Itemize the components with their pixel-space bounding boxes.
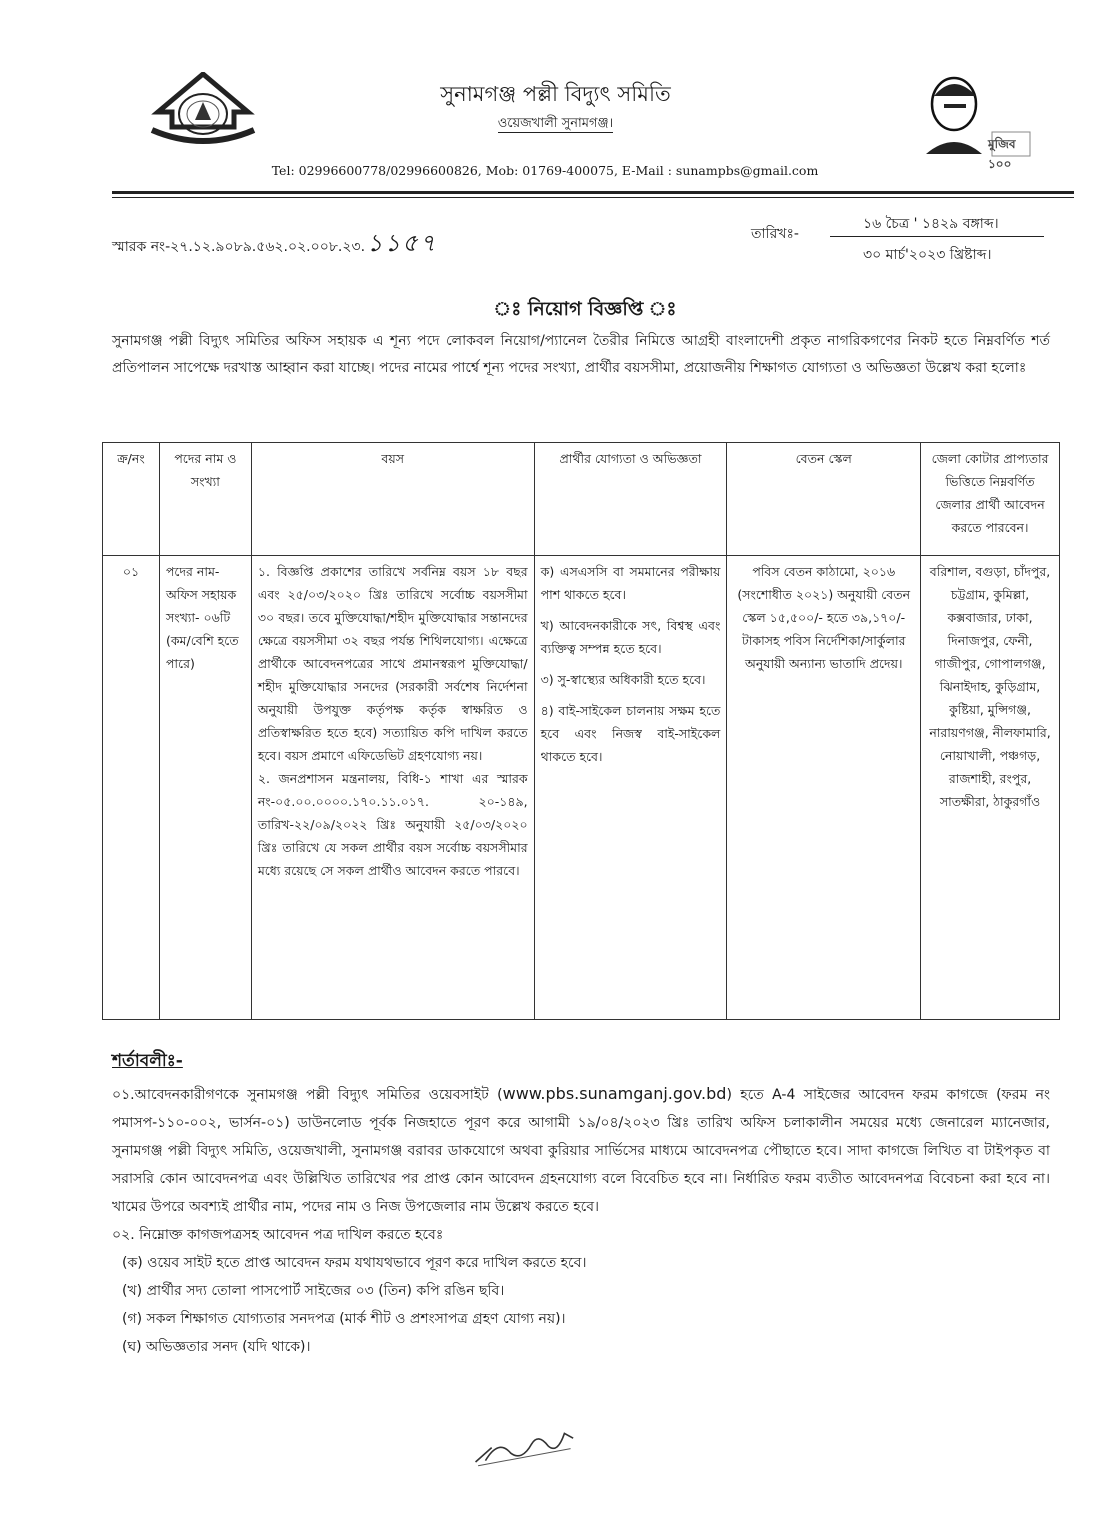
- terms-body: [112, 1080, 1050, 1361]
- org-name: সুনামগঞ্জ পল্লী বিদ্যুৎ সমিতি: [440, 82, 671, 106]
- qualification-2: খ) আবেদনকারীকে সৎ, বিশ্বস্থ এবং ব্যক্তিত্ব সম্পন্ন হতে হবে।: [540, 618, 721, 656]
- cell-qualification: [534, 556, 727, 1020]
- qualification-3: ৩) সু-স্বাস্থ্যের অধিকারী হতে হবে।: [540, 672, 706, 687]
- col-header-qualification: প্রার্থীর যোগ্যতা ও অভিজ্ঞতা: [534, 443, 727, 556]
- memo-line: [112, 225, 437, 265]
- memo-number: ১১৫৭: [367, 229, 438, 257]
- contact-info: Tel: 02996600778/02996600826, Mob: 01769-400075, E-Mail : sunampbs@gmail.com: [271, 163, 819, 178]
- vacancy-table: [102, 442, 1060, 1020]
- cell-age: [251, 556, 534, 1020]
- qualification-4: ৪) বাই-সাইকেল চালনায় সক্ষম হতে হবে এবং নিজস্ব বাই-সাইকেল থাকতে হবে।: [540, 703, 721, 764]
- qualification-1: ক) এসএসসি বা সমমানের পরীক্ষায় পাশ থাকতে হবে।: [540, 564, 721, 602]
- term-2-item-kh: (খ) প্রার্থীর সদ্য তোলা পাসপোর্ট সাইজের ০৩ (তিন) কপি রঙিন ছবি।: [122, 1283, 505, 1299]
- term-1: ০১.আবেদনকারীগণকে সুনামগঞ্জ পল্লী বিদ্যুৎ সমিতির ওয়েবসাইট (www.pbs.sunamganj.gov.bd) হতে A-4 সাইজের আবেদন ফরম কাগজে (ফরম নং পমাসপ-১১০-০০২, ভার্সন-০১) ডাউনলোড পূর্বক নিজহাতে পূরণ করে আগামী ১৯/০৪/২০২৩ খ্রিঃ তারিখ অফিস চলাকালীন সময়ের মধ্যে জেনারেল ম্যানেজার, সুনামগঞ্জ পল্লী বিদ্যুৎ সমিতি, ওয়েজখালী, সুনামগঞ্জ বরাবর ডাকযোগে অথবা কুরিয়ার সার্ভিসের মাধ্যমে আবেদনপত্র পৌছাতে হবে। সাদা কাগজে লিখিত বা টাইপকৃত বা সরাসরি কোন আবেদনপত্র এবং উল্লিখিত তারিখের পর প্রাপ্ত কোন আবেদন গ্রহনযোগ্য বলে বিবেচিত হবে না। নির্ধারিত ফরম ব্যতীত আবেদনপত্র বিবেচনা করা হবে না। খামের উপরে অবশ্যই প্রার্থীর নাম, পদের নাম ও নিজ উপজেলার নাম উল্লেখ করতে হবে।: [112, 1084, 1050, 1215]
- date-divider: [830, 236, 1044, 237]
- table-row: [103, 556, 1060, 1020]
- intro-paragraph: সুনামগঞ্জ পল্লী বিদ্যুৎ সমিতির অফিস সহায়ক এ শূন্য পদে লোকবল নিয়োগ/প্যানেল তৈরীর নিমিত্তে আগ্রহী বাংলাদেশী প্রকৃত নাগরিকগণের নিকট হতে নিম্নবর্ণিত শর্ত প্রতিপালন সাপেক্ষে দরখাস্ত আহ্বান করা যাচ্ছে। পদের নামের পার্শ্বে শূন্য পদের সংখ্যা, প্রার্থীর বয়সসীমা, প্রয়োজনীয় শিক্ষাগত যোগ্যতা ও অভিজ্ঞতা উল্লেখ করা হলোঃ: [112, 333, 1050, 376]
- cell-serial: ০১: [103, 556, 160, 1020]
- term-2-item-gh: (ঘ) অভিজ্ঞতার সনদ (যদি থাকে)।: [122, 1339, 311, 1355]
- terms-heading: শর্তাবলীঃ-: [112, 1051, 183, 1071]
- term-2: ০২. নিম্নোক্ত কাগজপত্রসহ আবেদন পত্র দাখিল করতে হবেঃ: [112, 1227, 444, 1243]
- notice-title: ঃ নিয়োগ বিজ্ঞপ্তি ঃ: [493, 298, 677, 320]
- date-bangla: ১৬ চৈত্র ' ১৪২৯ বঙ্গাব্দ।: [863, 216, 999, 232]
- mujib-100-text: মুজিব ১০০: [988, 137, 1016, 171]
- col-header-district-quota: জেলা কোটার প্রাপ্যতার ভিত্তিতে নিম্নবর্ণিত জেলার প্রার্থী আবেদন করতে পারবেন।: [921, 443, 1060, 556]
- age-clause-1: ১. বিজ্ঞপ্তি প্রকাশের তারিখে সর্বনিম্ন বয়স ১৮ বছর এবং ২৫/০৩/২০২০ খ্রিঃ তারিখে সর্বোচ্চ বয়সসীমা ৩০ বছর। তবে মুক্তিযোদ্ধা/শহীদ মুক্তিযোদ্ধার সন্তানদের ক্ষেত্রে বয়সসীমা ৩২ বছর পর্যন্ত শিথিলযোগ্য। এক্ষেত্রে প্রার্থীকে আবেদনপত্রের সাথে প্রমানস্বরূপ মুক্তিযোদ্ধা/শহীদ মুক্তিযোদ্ধার সনদের (সরকারী সর্বশেষ নির্দেশনা অনুযায়ী উপযুক্ত কর্তৃপক্ষ কর্তৃক স্বাক্ষরিত ও প্রতিস্বাক্ষরিত হতে হবে) সত্যায়িত কপি দাখিল করতে হবে। বয়স প্রমাণে এফিডেভিট গ্রহণযোগ্য নয়।: [257, 564, 528, 763]
- term-2-item-g: (গ) সকল শিক্ষাগত যোগ্যতার সনদপত্র (মার্ক শীট ও প্রশংসাপত্র গ্রহণ যোগ্য নয়)।: [122, 1311, 566, 1327]
- col-header-serial: ক্র/নং: [103, 443, 160, 556]
- date-label: তারিখঃ-: [751, 226, 799, 242]
- age-clause-2: ২. জনপ্রশাসন মন্ত্রনালয়, বিধি-১ শাখা এর স্মারক নং-০৫.০০.০০০০.১৭০.১১.০১৭. ২০-১৪৯, তারিখ-২২/০৯/২০২২ খ্রিঃ অনুযায়ী ২৫/০৩/২০২০ খ্রিঃ তারিখে যে সকল প্রার্থীর বয়স সর্বোচ্চ বয়সসীমার মধ্যে রয়েছে সে সকল প্রার্থীও আবেদন করতে পারবে।: [257, 771, 528, 878]
- header-rule-thin: [112, 197, 1074, 198]
- cell-post: পদের নাম- অফিস সহায়ক সংখ্যা- ০৬টি (কম/বেশি হতে পারে): [159, 556, 251, 1020]
- term-2-item-k: (ক) ওয়েব সাইট হতে প্রাপ্ত আবেদন ফরম যথাযথভাবে পূরণ করে দাখিল করতে হবে।: [122, 1255, 587, 1271]
- cell-salary: পবিস বেতন কাঠামো, ২০১৬ (সংশোধীত ২০২১) অনুযায়ী বেতন স্কেল ১৫,৫০০/- হতে ৩৯,১৭০/- টাকাসহ পবিস নির্দেশিকা/সার্কুলার অনুযায়ী অন্যান্য ভাতাদি প্রদেয়।: [727, 556, 921, 1020]
- signature-scribble-icon: [467, 1418, 581, 1473]
- cell-districts: বরিশাল, বগুড়া, চাঁদপুর, চট্টগ্রাম, কুমিল্লা, কক্সবাজার, ঢাকা, দিনাজপুর, ফেনী, গাজীপুর, গোপালগঞ্জ, ঝিনাইদাহ, কুড়িগ্রাম, কুষ্টিয়া, মুন্সিগঞ্জ, নারায়ণগঞ্জ, নীলফামারি, নোয়াখালী, পঞ্চগড়, রাজশাহী, রংপুর, সাতক্ষীরা, ঠাকুরগাঁও: [921, 556, 1060, 1020]
- date-gregorian: ৩০ মার্চ'২০২৩ খ্রিষ্টাব্দ।: [863, 247, 992, 263]
- memo-label: স্মারক নং-২৭.১২.৯০৮৯.৫৬২.০২.০০৮.২৩.: [112, 239, 366, 255]
- header-rule: [112, 191, 1074, 194]
- org-address: ওয়েজখালী সুনামগঞ্জ।: [497, 116, 614, 131]
- col-header-salary: বেতন স্কেল: [727, 443, 921, 556]
- signature: [467, 1418, 582, 1478]
- table-header-row: [103, 443, 1060, 556]
- website-link[interactable]: www.pbs.sunamganj.gov.bd: [502, 1084, 727, 1103]
- col-header-post: পদের নাম ও সংখ্যা: [159, 443, 251, 556]
- col-header-age: বয়স: [251, 443, 534, 556]
